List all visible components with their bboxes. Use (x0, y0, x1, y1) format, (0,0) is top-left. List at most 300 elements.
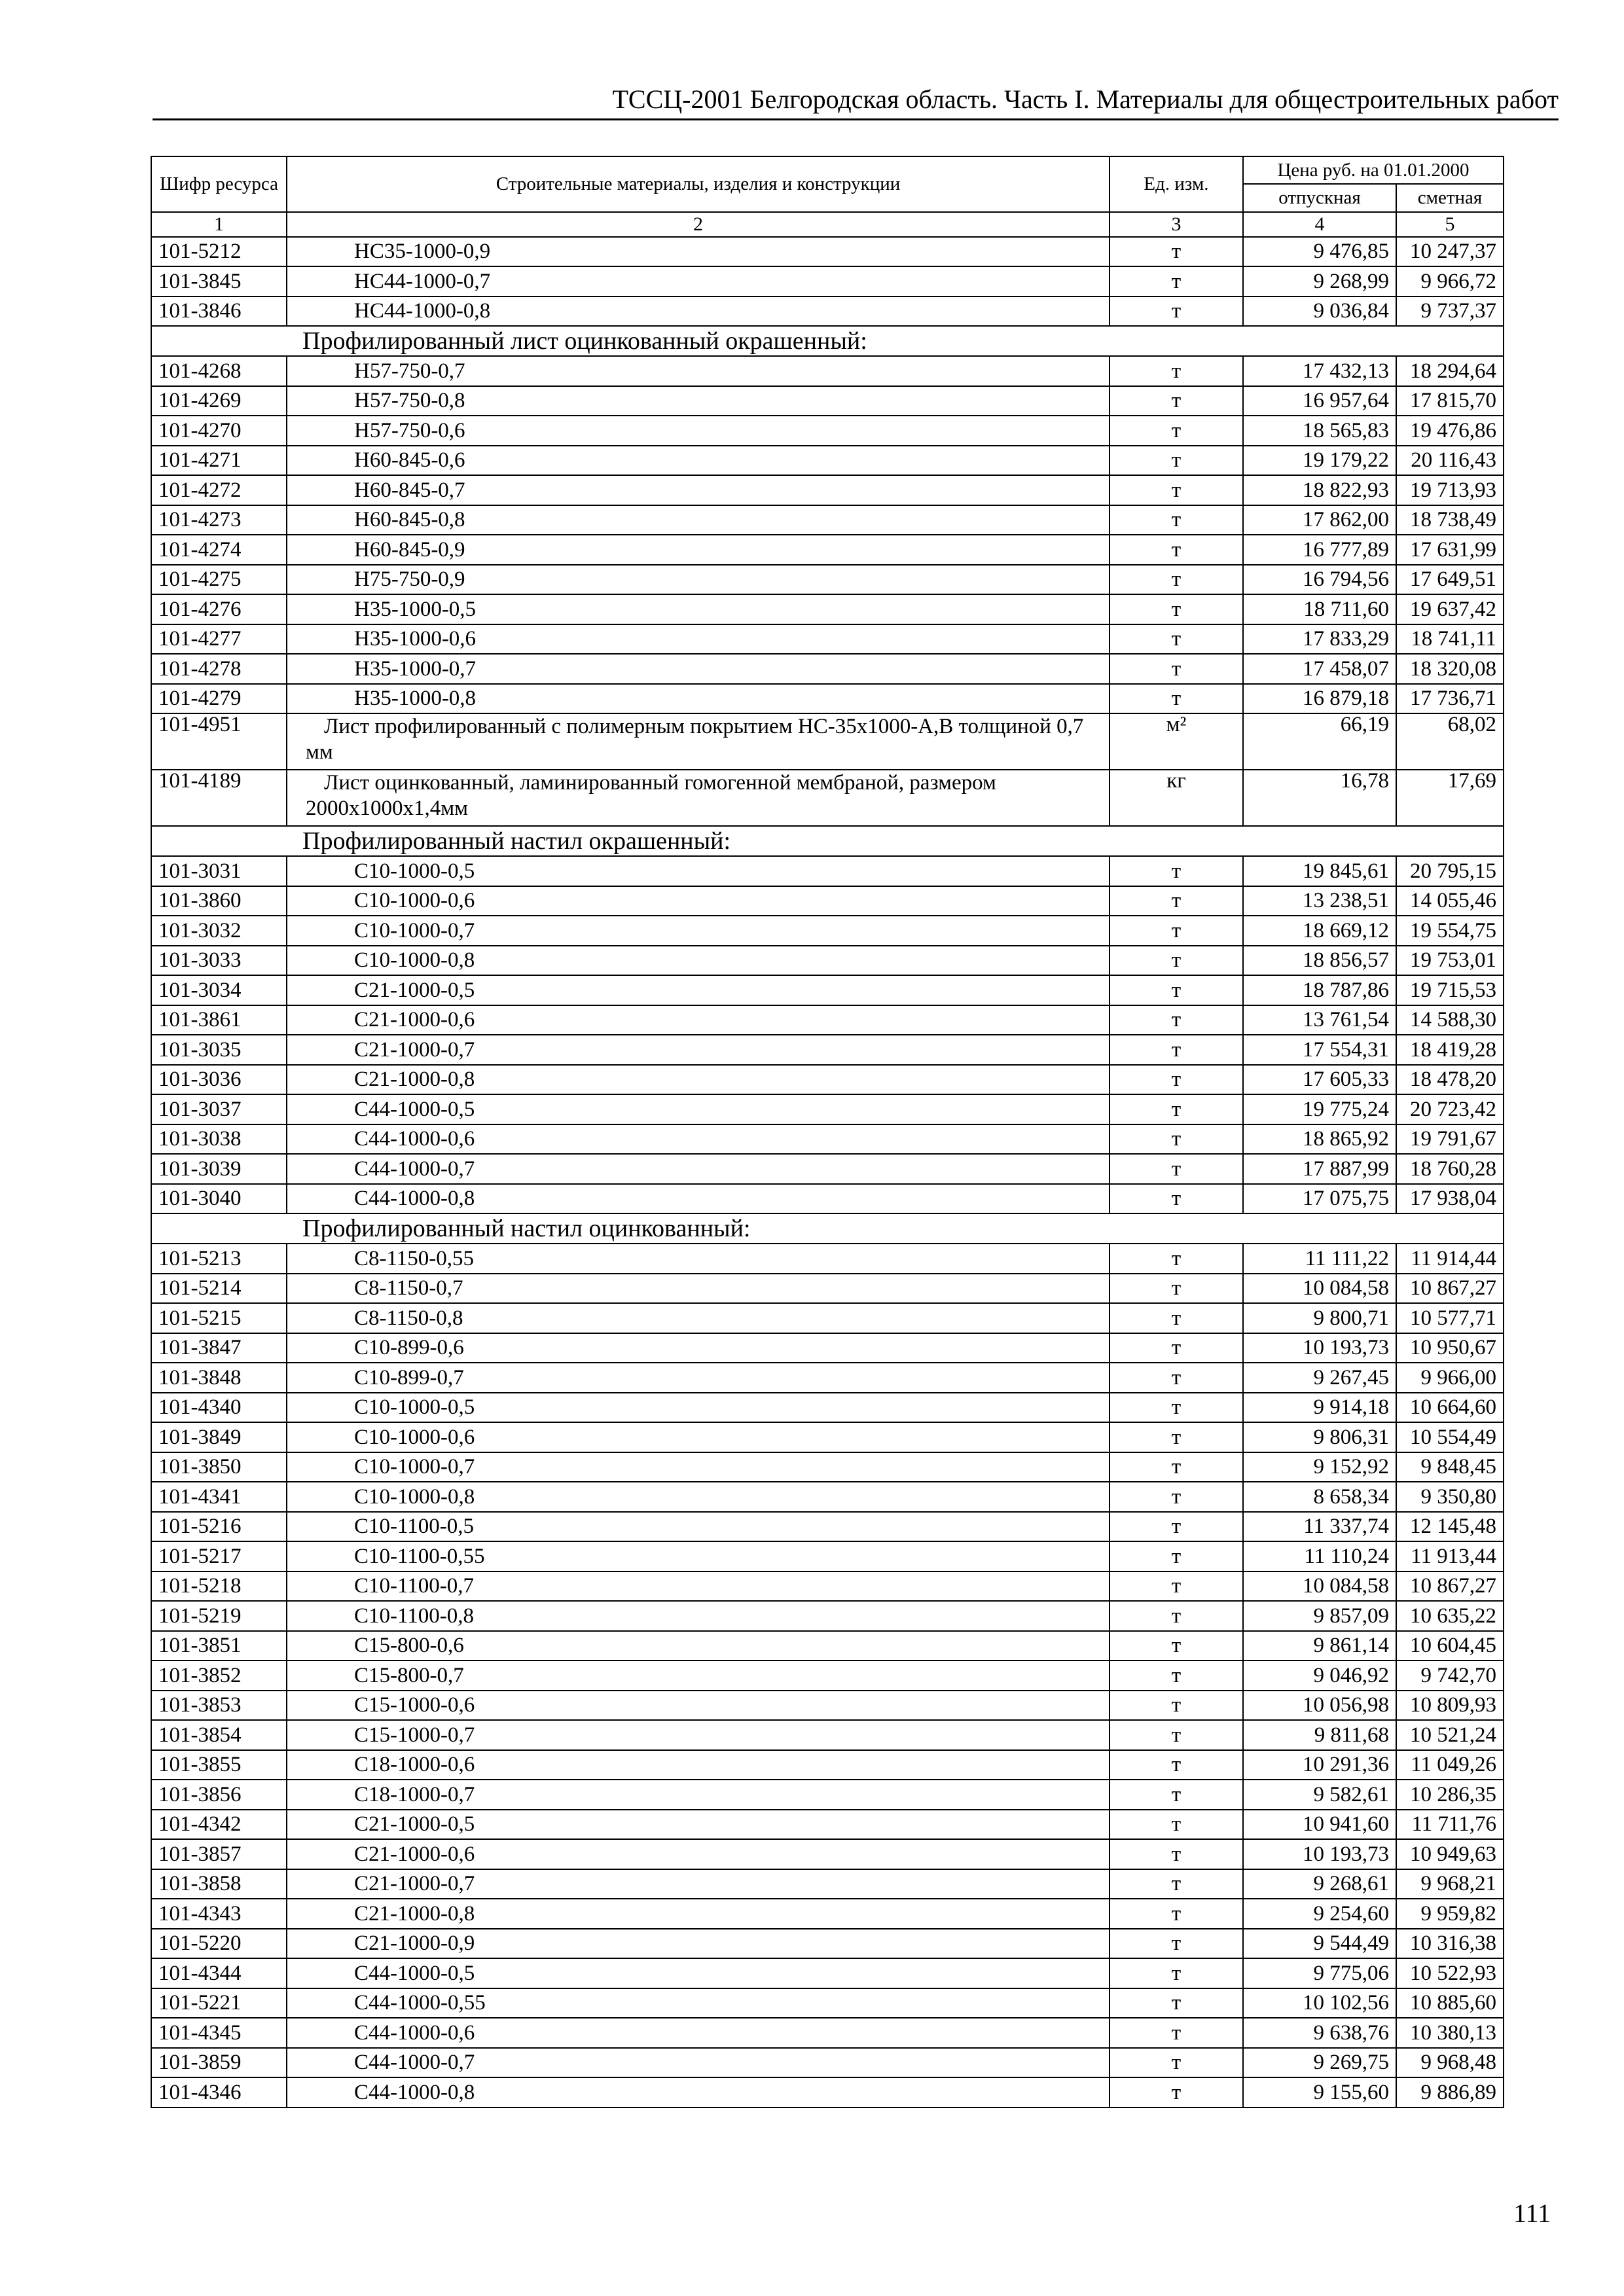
table-row (151, 505, 1504, 535)
resource-code-cell: 101-4274 (151, 535, 287, 565)
material-name-cell: С8-1150-0,7 (287, 1274, 1110, 1304)
unit-cell: т (1110, 2077, 1243, 2108)
material-name-cell: С10-899-0,7 (287, 1363, 1110, 1393)
release-price-cell: 9 476,85 (1243, 237, 1396, 267)
material-name-cell: С10-1000-0,7 (287, 1452, 1110, 1482)
estimate-price-cell: 10 604,45 (1396, 1631, 1504, 1661)
column-number: 2 (287, 212, 1110, 237)
unit-cell: т (1110, 1601, 1243, 1631)
material-name-cell: С10-1000-0,8 (287, 1482, 1110, 1512)
unit-cell: т (1110, 1363, 1243, 1393)
resource-code-cell: 101-3859 (151, 2048, 287, 2078)
estimate-price-cell: 9 966,00 (1396, 1363, 1504, 1393)
table-row (151, 1929, 1504, 1959)
estimate-price-cell: 18 760,28 (1396, 1154, 1504, 1184)
release-price-cell: 9 861,14 (1243, 1631, 1396, 1661)
unit-cell: т (1110, 916, 1243, 946)
resource-code-cell: 101-5214 (151, 1274, 287, 1304)
resource-code-cell: 101-5220 (151, 1929, 287, 1959)
release-price-cell: 10 056,98 (1243, 1691, 1396, 1721)
table-row (151, 713, 1504, 770)
release-price-cell: 16 777,89 (1243, 535, 1396, 565)
release-price-cell: 18 856,57 (1243, 946, 1396, 976)
release-price-cell: 16 794,56 (1243, 565, 1396, 595)
table-row (151, 446, 1504, 476)
estimate-price-cell: 10 664,60 (1396, 1393, 1504, 1423)
release-price-cell: 9 046,92 (1243, 1660, 1396, 1691)
release-price-cell: 10 193,73 (1243, 1333, 1396, 1363)
unit-cell: т (1110, 1839, 1243, 1869)
resource-code-cell: 101-4343 (151, 1899, 287, 1929)
resource-code-cell: 101-4279 (151, 684, 287, 714)
table-row (151, 266, 1504, 296)
material-name-cell: С15-800-0,7 (287, 1660, 1110, 1691)
material-name-cell: Н60-845-0,8 (287, 505, 1110, 535)
unit-cell: т (1110, 1035, 1243, 1065)
table-row (151, 1810, 1504, 1840)
estimate-price-cell: 14 055,46 (1396, 886, 1504, 916)
section-header-row (151, 1213, 1504, 1244)
resource-code-cell: 101-3846 (151, 296, 287, 327)
column-number: 5 (1396, 212, 1504, 237)
estimate-price-cell: 68,02 (1396, 713, 1504, 770)
resource-code-cell: 101-4277 (151, 624, 287, 655)
resource-code-cell: 101-4271 (151, 446, 287, 476)
col-header-code: Шифр ресурса (151, 156, 287, 212)
resource-code-cell: 101-4189 (151, 770, 287, 826)
material-name-cell: Н57-750-0,7 (287, 356, 1110, 386)
estimate-price-cell: 10 577,71 (1396, 1303, 1504, 1333)
resource-code-cell: 101-5217 (151, 1541, 287, 1571)
material-name-cell: Лист оцинкованный, ламинированный гомогенной мембраной, размером 2000х1000х1,4мм (287, 770, 1110, 826)
estimate-price-cell: 9 959,82 (1396, 1899, 1504, 1929)
material-name-cell: Н35-1000-0,6 (287, 624, 1110, 655)
table-row (151, 1958, 1504, 1988)
unit-cell: т (1110, 475, 1243, 505)
table-row (151, 624, 1504, 655)
unit-cell: т (1110, 1691, 1243, 1721)
release-price-cell: 16 957,64 (1243, 386, 1396, 416)
release-price-cell: 9 267,45 (1243, 1363, 1396, 1393)
table-row (151, 1094, 1504, 1124)
table-row (151, 1631, 1504, 1661)
unit-cell: т (1110, 237, 1243, 267)
release-price-cell: 18 711,60 (1243, 594, 1396, 624)
material-name-cell: С44-1000-0,55 (287, 1988, 1110, 2018)
release-price-cell: 9 582,61 (1243, 1780, 1396, 1810)
unit-cell: т (1110, 1929, 1243, 1959)
material-name-cell: С10-1000-0,6 (287, 886, 1110, 916)
material-name-cell: С21-1000-0,8 (287, 1065, 1110, 1095)
material-name-cell: Н60-845-0,6 (287, 446, 1110, 476)
table-row (151, 856, 1504, 886)
table-row (151, 1244, 1504, 1274)
col-header-price-estimate: сметная (1396, 184, 1504, 211)
release-price-cell: 17 833,29 (1243, 624, 1396, 655)
estimate-price-cell: 18 741,11 (1396, 624, 1504, 655)
table-row (151, 2077, 1504, 2108)
resource-code-cell: 101-4345 (151, 2018, 287, 2048)
release-price-cell: 19 179,22 (1243, 446, 1396, 476)
estimate-price-cell: 11 914,44 (1396, 1244, 1504, 1274)
release-price-cell: 16 879,18 (1243, 684, 1396, 714)
table-row (151, 1035, 1504, 1065)
estimate-price-cell: 10 554,49 (1396, 1422, 1504, 1452)
table-row (151, 1571, 1504, 1602)
table-row (151, 1541, 1504, 1571)
table-row (151, 1482, 1504, 1512)
estimate-price-cell: 9 742,70 (1396, 1660, 1504, 1691)
unit-cell: т (1110, 2048, 1243, 2078)
resource-code-cell: 101-4951 (151, 713, 287, 770)
material-name-cell: Н60-845-0,9 (287, 535, 1110, 565)
estimate-price-cell: 11 711,76 (1396, 1810, 1504, 1840)
estimate-price-cell: 20 723,42 (1396, 1094, 1504, 1124)
estimate-price-cell: 18 320,08 (1396, 654, 1504, 684)
material-name-cell: С10-1100-0,8 (287, 1601, 1110, 1631)
estimate-price-cell: 12 145,48 (1396, 1512, 1504, 1542)
release-price-cell: 9 254,60 (1243, 1899, 1396, 1929)
release-price-cell: 10 084,58 (1243, 1274, 1396, 1304)
estimate-price-cell: 10 286,35 (1396, 1780, 1504, 1810)
estimate-price-cell: 14 588,30 (1396, 1005, 1504, 1035)
resource-code-cell: 101-5213 (151, 1244, 287, 1274)
estimate-price-cell: 19 791,67 (1396, 1124, 1504, 1155)
table-row (151, 1005, 1504, 1035)
resource-code-cell: 101-4275 (151, 565, 287, 595)
resource-code-cell: 101-3853 (151, 1691, 287, 1721)
unit-cell: т (1110, 594, 1243, 624)
estimate-price-cell: 9 968,48 (1396, 2048, 1504, 2078)
column-number: 4 (1243, 212, 1396, 237)
material-name-cell: С21-1000-0,6 (287, 1839, 1110, 1869)
material-name-cell: НС44-1000-0,7 (287, 266, 1110, 296)
release-price-cell: 9 806,31 (1243, 1422, 1396, 1452)
material-name-cell: Н60-845-0,7 (287, 475, 1110, 505)
table-row (151, 1691, 1504, 1721)
unit-cell: т (1110, 886, 1243, 916)
estimate-price-cell: 18 738,49 (1396, 505, 1504, 535)
unit-cell: т (1110, 1094, 1243, 1124)
material-name-cell: Н35-1000-0,5 (287, 594, 1110, 624)
estimate-price-cell: 19 715,53 (1396, 975, 1504, 1005)
table-row (151, 594, 1504, 624)
material-name-cell: С44-1000-0,6 (287, 2018, 1110, 2048)
resource-code-cell: 101-3848 (151, 1363, 287, 1393)
price-table (151, 156, 1504, 2108)
release-price-cell: 9 914,18 (1243, 1393, 1396, 1423)
unit-cell: т (1110, 296, 1243, 327)
resource-code-cell: 101-3037 (151, 1094, 287, 1124)
section-header-row (151, 826, 1504, 856)
material-name-cell: С21-1000-0,9 (287, 1929, 1110, 1959)
resource-code-cell: 101-3034 (151, 975, 287, 1005)
unit-cell: т (1110, 1720, 1243, 1750)
unit-cell: т (1110, 1869, 1243, 1899)
unit-cell: т (1110, 1750, 1243, 1780)
material-name-cell: Н35-1000-0,8 (287, 684, 1110, 714)
unit-cell: т (1110, 1065, 1243, 1095)
material-name-cell: С21-1000-0,8 (287, 1899, 1110, 1929)
table-row (151, 1184, 1504, 1214)
table-row (151, 565, 1504, 595)
unit-cell: т (1110, 1452, 1243, 1482)
resource-code-cell: 101-3857 (151, 1839, 287, 1869)
resource-code-cell: 101-3855 (151, 1750, 287, 1780)
estimate-price-cell: 19 476,86 (1396, 416, 1504, 446)
release-price-cell: 9 155,60 (1243, 2077, 1396, 2108)
material-name-cell: С8-1150-0,8 (287, 1303, 1110, 1333)
material-name-cell: С18-1000-0,7 (287, 1780, 1110, 1810)
estimate-price-cell: 18 294,64 (1396, 356, 1504, 386)
estimate-price-cell: 10 950,67 (1396, 1333, 1504, 1363)
material-name-cell: С44-1000-0,5 (287, 1958, 1110, 1988)
release-price-cell: 9 775,06 (1243, 1958, 1396, 1988)
resource-code-cell: 101-4272 (151, 475, 287, 505)
release-price-cell: 9 811,68 (1243, 1720, 1396, 1750)
release-price-cell: 18 787,86 (1243, 975, 1396, 1005)
resource-code-cell: 101-3856 (151, 1780, 287, 1810)
unit-cell: т (1110, 1154, 1243, 1184)
estimate-price-cell: 19 753,01 (1396, 946, 1504, 976)
material-name-cell: Н75-750-0,9 (287, 565, 1110, 595)
material-name-cell: Н57-750-0,6 (287, 416, 1110, 446)
material-name-cell: С44-1000-0,5 (287, 1094, 1110, 1124)
material-name-cell: С10-1100-0,55 (287, 1541, 1110, 1571)
release-price-cell: 17 887,99 (1243, 1154, 1396, 1184)
material-name-cell: Н35-1000-0,7 (287, 654, 1110, 684)
material-name-cell: С21-1000-0,7 (287, 1035, 1110, 1065)
material-name-cell: С44-1000-0,7 (287, 1154, 1110, 1184)
section-title: Профилированный лист оцинкованный окрашенный: (151, 326, 1504, 356)
table-row (151, 1660, 1504, 1691)
material-name-cell: С8-1150-0,55 (287, 1244, 1110, 1274)
table-row (151, 1393, 1504, 1423)
table-row (151, 1333, 1504, 1363)
resource-code-cell: 101-5216 (151, 1512, 287, 1542)
table-row (151, 237, 1504, 267)
unit-cell: т (1110, 505, 1243, 535)
header-divider (153, 118, 1559, 120)
resource-code-cell: 101-3861 (151, 1005, 287, 1035)
resource-code-cell: 101-3040 (151, 1184, 287, 1214)
estimate-price-cell: 10 809,93 (1396, 1691, 1504, 1721)
estimate-price-cell: 19 554,75 (1396, 916, 1504, 946)
estimate-price-cell: 9 966,72 (1396, 266, 1504, 296)
material-name-cell: С44-1000-0,6 (287, 1124, 1110, 1155)
release-price-cell: 16,78 (1243, 770, 1396, 826)
resource-code-cell: 101-4276 (151, 594, 287, 624)
resource-code-cell: 101-3858 (151, 1869, 287, 1899)
material-name-cell: С10-1000-0,7 (287, 916, 1110, 946)
material-name-cell: НС35-1000-0,9 (287, 237, 1110, 267)
estimate-price-cell: 17 938,04 (1396, 1184, 1504, 1214)
material-name-cell: С10-1000-0,6 (287, 1422, 1110, 1452)
unit-cell: т (1110, 1958, 1243, 1988)
unit-cell: т (1110, 1631, 1243, 1661)
unit-cell: м² (1110, 713, 1243, 770)
table-row (151, 1363, 1504, 1393)
unit-cell: т (1110, 1780, 1243, 1810)
unit-cell: т (1110, 1244, 1243, 1274)
estimate-price-cell: 17 649,51 (1396, 565, 1504, 595)
resource-code-cell: 101-3852 (151, 1660, 287, 1691)
table-row (151, 1839, 1504, 1869)
estimate-price-cell: 10 380,13 (1396, 2018, 1504, 2048)
estimate-price-cell: 10 635,22 (1396, 1601, 1504, 1631)
unit-cell: т (1110, 1184, 1243, 1214)
table-row (151, 1274, 1504, 1304)
release-price-cell: 18 822,93 (1243, 475, 1396, 505)
release-price-cell: 9 268,99 (1243, 266, 1396, 296)
unit-cell: кг (1110, 770, 1243, 826)
unit-cell: т (1110, 1571, 1243, 1602)
estimate-price-cell: 20 116,43 (1396, 446, 1504, 476)
release-price-cell: 8 658,34 (1243, 1482, 1396, 1512)
release-price-cell: 9 857,09 (1243, 1601, 1396, 1631)
resource-code-cell: 101-3860 (151, 886, 287, 916)
resource-code-cell: 101-3850 (151, 1452, 287, 1482)
table-row (151, 1422, 1504, 1452)
estimate-price-cell: 11 913,44 (1396, 1541, 1504, 1571)
release-price-cell: 17 458,07 (1243, 654, 1396, 684)
estimate-price-cell: 9 350,80 (1396, 1482, 1504, 1512)
resource-code-cell: 101-3854 (151, 1720, 287, 1750)
material-name-cell: С21-1000-0,7 (287, 1869, 1110, 1899)
estimate-price-cell: 18 478,20 (1396, 1065, 1504, 1095)
page-number: 111 (1513, 2198, 1551, 2228)
estimate-price-cell: 9 737,37 (1396, 296, 1504, 327)
resource-code-cell: 101-3849 (151, 1422, 287, 1452)
section-title: Профилированный настил оцинкованный: (151, 1213, 1504, 1244)
unit-cell: т (1110, 624, 1243, 655)
estimate-price-cell: 20 795,15 (1396, 856, 1504, 886)
table-row (151, 296, 1504, 327)
resource-code-cell: 101-4341 (151, 1482, 287, 1512)
release-price-cell: 10 193,73 (1243, 1839, 1396, 1869)
unit-cell: т (1110, 1810, 1243, 1840)
material-name-cell: С10-1000-0,5 (287, 1393, 1110, 1423)
price-table-body (151, 237, 1504, 2108)
resource-code-cell: 101-5215 (151, 1303, 287, 1333)
unit-cell: т (1110, 356, 1243, 386)
unit-cell: т (1110, 2018, 1243, 2048)
col-header-name: Строительные материалы, изделия и конструкции (287, 156, 1110, 212)
table-row (151, 535, 1504, 565)
table-row (151, 2018, 1504, 2048)
resource-code-cell: 101-3039 (151, 1154, 287, 1184)
estimate-price-cell: 10 316,38 (1396, 1929, 1504, 1959)
resource-code-cell: 101-5221 (151, 1988, 287, 2018)
material-name-cell: С21-1000-0,5 (287, 1810, 1110, 1840)
resource-code-cell: 101-4268 (151, 356, 287, 386)
material-name-cell: Н57-750-0,8 (287, 386, 1110, 416)
material-name-cell: С15-1000-0,7 (287, 1720, 1110, 1750)
material-name-cell: Лист профилированный с полимерным покрытием НС-35х1000-А,В толщиной 0,7 мм (287, 713, 1110, 770)
table-row (151, 1780, 1504, 1810)
material-name-cell: С15-1000-0,6 (287, 1691, 1110, 1721)
material-name-cell: С10-1100-0,5 (287, 1512, 1110, 1542)
release-price-cell: 66,19 (1243, 713, 1396, 770)
col-header-price-group: Цена руб. на 01.01.2000 (1243, 156, 1504, 184)
resource-code-cell: 101-5212 (151, 237, 287, 267)
unit-cell: т (1110, 1482, 1243, 1512)
estimate-price-cell: 18 419,28 (1396, 1035, 1504, 1065)
unit-cell: т (1110, 1512, 1243, 1542)
estimate-price-cell: 10 522,93 (1396, 1958, 1504, 1988)
release-price-cell: 19 775,24 (1243, 1094, 1396, 1124)
table-row (151, 1512, 1504, 1542)
unit-cell: т (1110, 654, 1243, 684)
section-header-row (151, 326, 1504, 356)
release-price-cell: 11 337,74 (1243, 1512, 1396, 1542)
resource-code-cell: 101-4273 (151, 505, 287, 535)
table-row (151, 1601, 1504, 1631)
table-row (151, 684, 1504, 714)
release-price-cell: 17 862,00 (1243, 505, 1396, 535)
release-price-cell: 9 036,84 (1243, 296, 1396, 327)
unit-cell: т (1110, 535, 1243, 565)
release-price-cell: 10 291,36 (1243, 1750, 1396, 1780)
release-price-cell: 17 075,75 (1243, 1184, 1396, 1214)
unit-cell: т (1110, 1660, 1243, 1691)
unit-cell: т (1110, 266, 1243, 296)
release-price-cell: 17 605,33 (1243, 1065, 1396, 1095)
release-price-cell: 13 238,51 (1243, 886, 1396, 916)
table-row (151, 1750, 1504, 1780)
table-row (151, 1154, 1504, 1184)
column-number: 1 (151, 212, 287, 237)
resource-code-cell: 101-4269 (151, 386, 287, 416)
table-row (151, 886, 1504, 916)
unit-cell: т (1110, 416, 1243, 446)
material-name-cell: С44-1000-0,8 (287, 1184, 1110, 1214)
unit-cell: т (1110, 1274, 1243, 1304)
estimate-price-cell: 9 886,89 (1396, 2077, 1504, 2108)
table-row (151, 770, 1504, 826)
table-row (151, 975, 1504, 1005)
table-row (151, 356, 1504, 386)
estimate-price-cell: 11 049,26 (1396, 1750, 1504, 1780)
material-name-cell: С18-1000-0,6 (287, 1750, 1110, 1780)
release-price-cell: 18 669,12 (1243, 916, 1396, 946)
estimate-price-cell: 17 631,99 (1396, 535, 1504, 565)
estimate-price-cell: 10 867,27 (1396, 1571, 1504, 1602)
table-row (151, 1124, 1504, 1155)
material-name-cell: С10-1100-0,7 (287, 1571, 1110, 1602)
table-row (151, 475, 1504, 505)
release-price-cell: 17 432,13 (1243, 356, 1396, 386)
unit-cell: т (1110, 975, 1243, 1005)
estimate-price-cell: 10 521,24 (1396, 1720, 1504, 1750)
resource-code-cell: 101-3851 (151, 1631, 287, 1661)
table-row (151, 654, 1504, 684)
unit-cell: т (1110, 1005, 1243, 1035)
resource-code-cell: 101-3038 (151, 1124, 287, 1155)
release-price-cell: 13 761,54 (1243, 1005, 1396, 1035)
table-row (151, 1452, 1504, 1482)
table-row (151, 1988, 1504, 2018)
unit-cell: т (1110, 1899, 1243, 1929)
release-price-cell: 17 554,31 (1243, 1035, 1396, 1065)
release-price-cell: 11 110,24 (1243, 1541, 1396, 1571)
unit-cell: т (1110, 1988, 1243, 2018)
resource-code-cell: 101-3032 (151, 916, 287, 946)
estimate-price-cell: 17,69 (1396, 770, 1504, 826)
table-row (151, 1869, 1504, 1899)
estimate-price-cell: 10 867,27 (1396, 1274, 1504, 1304)
unit-cell: т (1110, 386, 1243, 416)
